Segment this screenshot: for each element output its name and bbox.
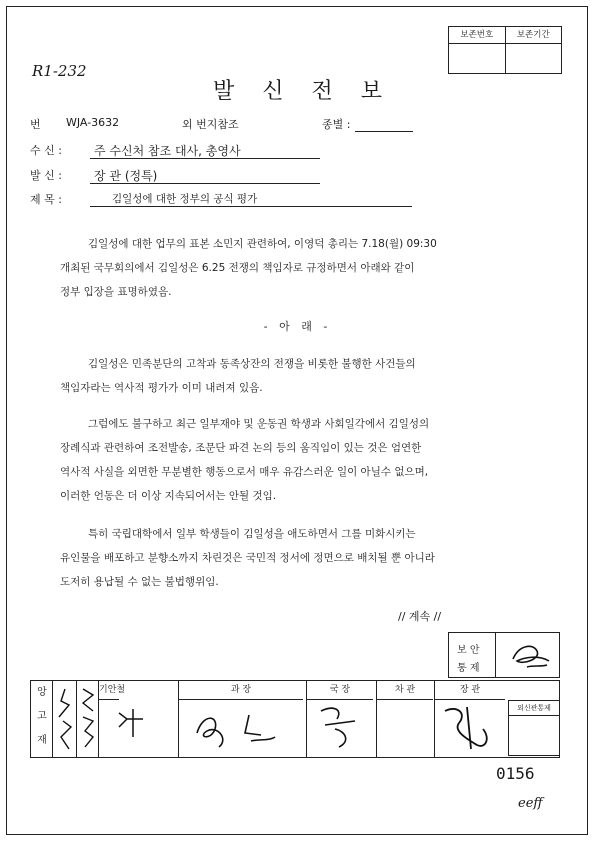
body-line: 도저히 용납될 수 없는 불법행위임.: [60, 576, 219, 588]
section-heading: - 아 래 -: [263, 320, 332, 333]
corner-mark: eeff: [518, 796, 543, 811]
recipient-label: 수 신 :: [30, 144, 62, 157]
body-paragraph-2b: [60, 376, 530, 400]
signature-icon: [437, 699, 499, 757]
handwriting-icon: [79, 685, 97, 751]
body-line: 책임자라는 역사적 평가가 이미 내려져 있음.: [60, 382, 263, 394]
date-value: 외 번지참조: [182, 118, 239, 131]
approval-side-2: 고: [37, 711, 47, 722]
preservation-box: [448, 26, 562, 74]
preservation-number-label: 보존번호: [449, 27, 506, 43]
subject-label: 제 목 :: [30, 193, 62, 206]
approval-cell-minister: [435, 681, 505, 757]
page-number: 0156: [496, 764, 535, 783]
body-line: 정부 입장을 표명하였음.: [60, 286, 172, 298]
body-line: 유인물을 배포하고 분향소까지 차린것은 국민적 정서에 정면으로 배치될 뿐 아니라: [60, 552, 435, 564]
approval-head-minister: 장 관: [435, 681, 505, 700]
security-label-bottom: 통 제: [457, 663, 480, 674]
handwriting-icon: [55, 687, 75, 751]
body-line: 개최된 국무회의에서 김일성은 6.25 전쟁의 책임자로 규정하면서 아래와 같이: [60, 262, 415, 274]
body-line: 역사적 사실을 외면한 무분별한 행동으로서 매우 유감스러운 일이 아닐수 없으며,: [60, 466, 429, 478]
doc-id: R1-232: [32, 62, 87, 80]
side-box-label: 외신관통제: [509, 701, 559, 716]
continue-mark: // 계속 //: [398, 610, 442, 623]
body-paragraph-1: [60, 232, 530, 256]
body-line: 장례식과 관련하여 조전발송, 조문단 파견 논의 등의 움직임이 있는 것은 엄연한: [60, 442, 422, 454]
approval-side-cell: [31, 681, 53, 757]
number-label: 번: [30, 118, 41, 131]
signature-icon: [189, 703, 289, 753]
body-paragraph-4: [88, 522, 558, 546]
approval-head-bureau: 국 장: [307, 681, 373, 700]
body-paragraph-4b: [60, 546, 530, 594]
subject-underline: [90, 206, 412, 207]
security-label-top: 보 안: [457, 645, 480, 656]
body-line: 그럼에도 불구하고 최근 일부재야 및 운동권 학생과 사회일각에서 김일성의: [88, 418, 430, 430]
side-box: [508, 700, 560, 756]
body-paragraph-2: [88, 352, 558, 376]
body-paragraph-1b: [60, 256, 530, 304]
approval-table: [30, 680, 560, 758]
approval-side-1: 앙: [37, 687, 47, 698]
recipient-underline: [90, 158, 320, 159]
signature-icon: [509, 639, 553, 673]
approval-stamp-cell-1: [53, 681, 77, 757]
approval-stamp-cell-2: [77, 681, 99, 757]
signature-icon: [315, 701, 369, 751]
body-line: 특히 국립대학에서 일부 학생들이 김일성을 애도하면서 그를 미화시키는: [88, 528, 416, 540]
body-line: 이러한 언동은 더 이상 지속되어서는 안될 것임.: [60, 490, 277, 502]
body-paragraph-3: [88, 412, 558, 436]
body-paragraph-3b: [60, 436, 530, 508]
type-label: 종별 :: [322, 118, 351, 131]
subject-value: 김일성에 대한 정부의 공식 평가: [112, 193, 258, 205]
approval-cell-giancheol: [99, 681, 179, 757]
approval-side-3: 재: [37, 735, 47, 746]
signature-icon: [113, 705, 149, 741]
number-value: WJA-3632: [66, 116, 120, 129]
approval-cell-bureau: [307, 681, 377, 757]
approval-cell-gwajang: [179, 681, 307, 757]
security-box: [448, 632, 560, 678]
preservation-period-label: 보존기간: [516, 30, 550, 40]
page-title: 발신전보: [212, 79, 410, 104]
sender-underline: [90, 183, 320, 184]
sender-label: 발 신 :: [30, 169, 62, 182]
approval-head-gwajang: 과 장: [179, 681, 303, 700]
sender-value: 장 관 (정특): [94, 169, 158, 183]
approval-cell-vice: [377, 681, 435, 757]
approval-head-vice: 차 관: [377, 681, 433, 700]
body-line: 김일성은 민족분단의 고착과 동족상잔의 전쟁을 비롯한 불행한 사건들의: [88, 358, 416, 370]
number-row: [30, 116, 420, 132]
recipient-value: 주 수신처 참조 대사, 총영사: [94, 144, 241, 158]
approval-head-giancheol: 기안철: [99, 681, 119, 700]
body-line: 김일성에 대한 업무의 표본 소민지 관련하여, 이영덕 총리는 7.18(월) 09:30: [88, 238, 437, 250]
type-underline: [355, 131, 413, 132]
